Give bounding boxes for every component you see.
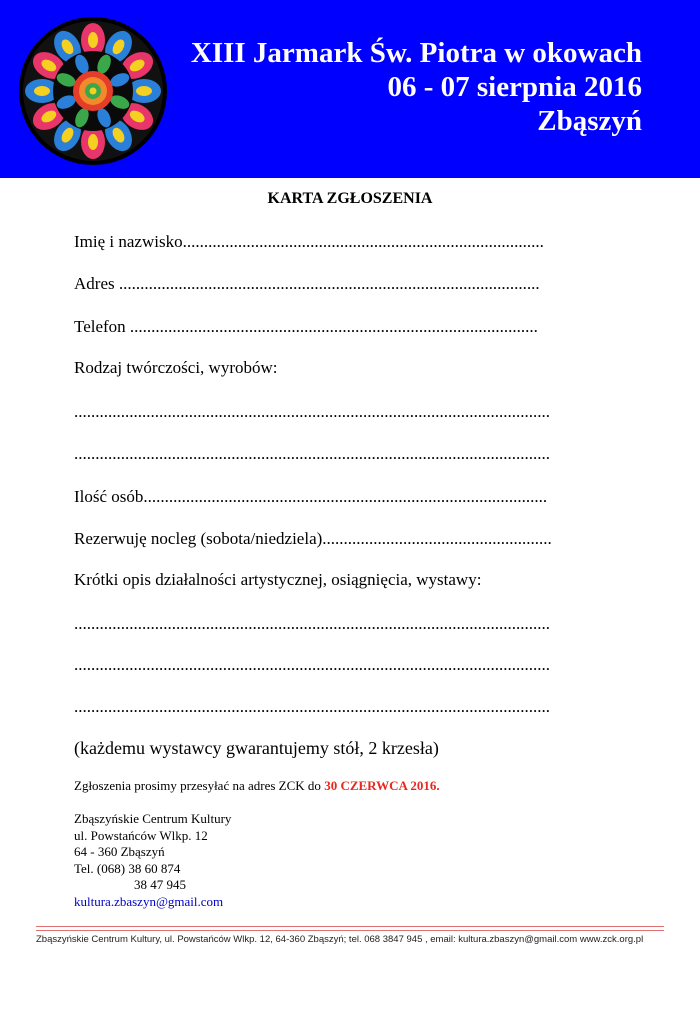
form-field-line: Telefon ................................................................................................ [74, 317, 538, 336]
exhibitor-note: (każdemu wystawcy gwarantujemy stół, 2 krzesła) [74, 738, 439, 758]
deadline-prefix: Zgłoszenia prosimy przesyłać na adres ZCK do [74, 778, 325, 793]
header-banner [0, 0, 700, 178]
address-phone-2: 38 47 945 [134, 877, 186, 892]
event-city: Zbąszyń [537, 105, 642, 137]
address-name: Zbąszyńskie Centrum Kultury [74, 811, 232, 826]
deadline-date: 30 CZERWCA 2016. [324, 778, 440, 793]
deadline-text [74, 778, 440, 794]
event-title [191, 36, 642, 138]
form-field-line: Adres ................................................................................................... [74, 274, 540, 293]
contact-address [74, 811, 231, 910]
event-title-line1: XIII Jarmark Św. Piotra w okowach [190, 37, 642, 69]
form-field-line: Krótki opis działalności artystycznej, osiągnięcia, wystawy: [74, 570, 482, 589]
form-field-line: ................................................................................................................ [74, 614, 550, 633]
form-title: KARTA ZGŁOSZENIA [267, 190, 433, 207]
form-field-line: Rodzaj twórczości, wyrobów: [74, 358, 278, 377]
address-phone: Tel. (068) 38 60 874 [74, 860, 181, 876]
form-field-line: ................................................................................................................ [74, 697, 550, 716]
folk-papercut-rosette-icon [18, 16, 168, 166]
footer-rule-top [36, 926, 664, 927]
address-street: ul. Powstańców Wlkp. 12 [74, 827, 208, 843]
event-dates: 06 - 07 sierpnia 2016 [387, 71, 642, 103]
form-field-line: Imię i nazwisko..................................................................................... [74, 232, 544, 251]
form-field-line: ................................................................................................................ [74, 402, 550, 421]
form-field-line: ................................................................................................................ [74, 444, 550, 463]
footer-rule-bottom [36, 930, 664, 931]
form-field-line: Rezerwuję nocleg (sobota/niedziela)...................................................... [74, 529, 552, 548]
address-email[interactable]: kultura.zbaszyn@gmail.com [74, 893, 224, 909]
footer-text: Zbąszyńskie Centrum Kultury, ul. Powstańców Wlkp. 12, 64-360 Zbąszyń; tel. 068 3847 945 , email: kultura.zbaszyn@gmail.com www.zck.org.pl [36, 934, 644, 945]
form-field-line: Ilość osób............................................................................................... [74, 487, 548, 506]
form-field-line: ................................................................................................................ [74, 655, 550, 674]
address-city: 64 - 360 Zbąszyń [74, 844, 165, 859]
